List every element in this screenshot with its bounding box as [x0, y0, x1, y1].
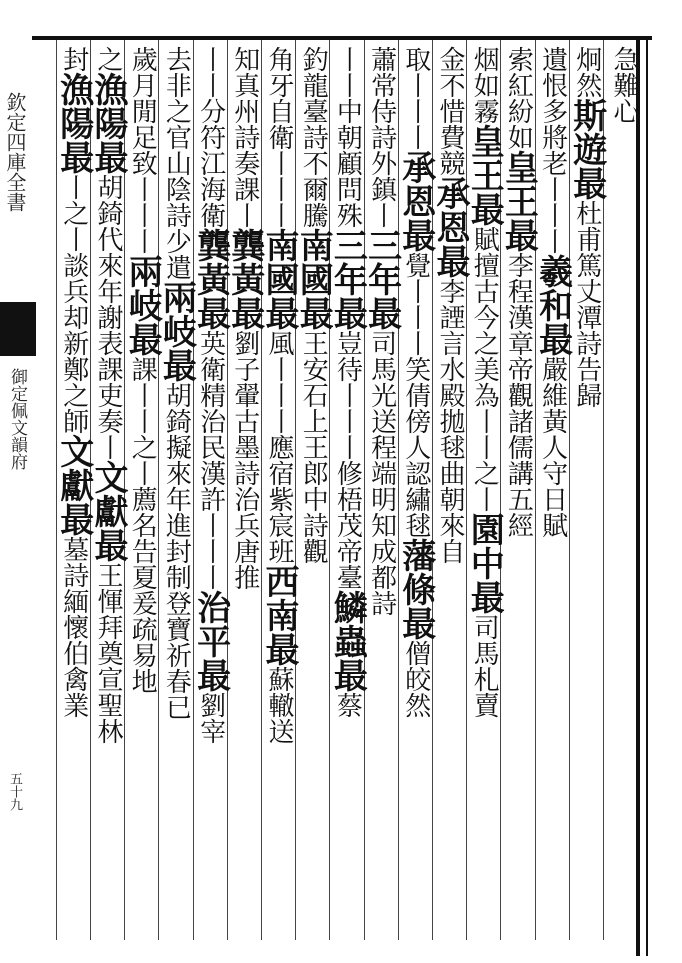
text-run: 蕭常侍詩外鎮丨 [366, 46, 397, 228]
text-run: 風丨丨丨應宿紫宸班 [264, 330, 294, 564]
text-run: 墓詩緬懷伯禽業 [58, 536, 89, 718]
text-run: 杜甫篤丈潭詩告歸 [571, 200, 602, 408]
text-column [604, 46, 638, 124]
margin-black-bar [0, 302, 36, 356]
headword: 三年最 [361, 228, 402, 330]
headword: 藩條最 [395, 538, 436, 640]
text-run: 歲月閒足致丨丨丨 [127, 46, 158, 254]
headword: 三年最 [327, 228, 368, 330]
text-column [395, 46, 436, 718]
headword: 治平最 [190, 590, 231, 692]
text-run: 蔡 [332, 692, 363, 718]
text-run: 之 [93, 46, 123, 72]
text-run: 英衛精治民漢許丨丨丨 [195, 330, 226, 590]
headword: 漁陽最 [88, 72, 128, 174]
text-run: 知真州詩奏課丨 [229, 46, 260, 228]
text-run: 劉宰 [195, 692, 226, 744]
headword: 斯遊最 [566, 98, 607, 200]
text-run: 取丨丨丨 [400, 46, 431, 150]
headword: 兩岐最 [156, 280, 197, 382]
headword: 皇王最 [498, 150, 539, 252]
text-run: 胡錡擬來年進封制登寶祈春已 [161, 382, 192, 720]
text-run: 王安石上王郎中詩 [298, 330, 329, 538]
text-column [88, 46, 128, 744]
margin-strip [0, 36, 36, 956]
text-run: 丨丨分符江海衛 [195, 46, 226, 228]
text-run: 賦擅古今之美為丨丨之丨 [469, 226, 500, 512]
text-column [259, 46, 299, 744]
headword: 龔黃最 [224, 228, 265, 330]
text-run: 角牙自衛丨丨丨 [264, 46, 294, 228]
headword: 承恩最 [395, 150, 436, 252]
text-run: 胡錡代來年謝表課吏奏丨 [93, 174, 123, 460]
text-run: 僧皎然 [400, 640, 431, 718]
margin-book-title: 欽定四庫全書 [3, 92, 27, 212]
text-column [190, 46, 231, 744]
text-column [293, 46, 334, 564]
headword: 南國最 [259, 228, 299, 330]
margin-page-number: 五十九 [7, 772, 22, 811]
text-run: 司馬札賣 [469, 614, 500, 718]
text-column [156, 46, 197, 720]
text-run: 李諲言水殿拋毬曲朝來自 [435, 278, 465, 564]
headword: 文獻最 [88, 460, 128, 562]
text-column [566, 46, 607, 408]
headword: 皇王最 [464, 124, 505, 226]
text-column [122, 46, 163, 694]
text-column [532, 46, 573, 538]
text-run: 李程漢章帝觀諸儒講五經 [503, 252, 534, 538]
text-column [430, 46, 470, 564]
text-run: 金不惜費競 [435, 46, 465, 176]
text-run: 遺恨多將老丨丨丨 [537, 46, 568, 254]
headword: 兩岐最 [122, 254, 163, 356]
text-column [224, 46, 265, 590]
text-run: 課丨丨之丨薦名告夏爰疏易地 [127, 356, 158, 694]
headword: 西南最 [259, 564, 299, 666]
headword: 承恩最 [430, 176, 470, 278]
frame-right-inner-border [646, 36, 648, 956]
frame-right-border [636, 36, 640, 956]
headword: 南國最 [293, 228, 334, 330]
headword: 羲和最 [532, 254, 573, 356]
text-run: 炯然 [571, 46, 602, 98]
headword: 龔黃最 [190, 228, 231, 330]
text-run: 覺丨丨丨笑倩傍人認繡毬 [400, 252, 431, 538]
text-run: 丨之丨談兵却新鄭之師 [58, 174, 89, 434]
text-run: 嚴維黃人守日賦 [537, 356, 568, 538]
text-run: 豈待丨丨丨修梧茂帝臺 [332, 330, 363, 590]
text-column [464, 46, 505, 718]
text-run: 劉子翬古墨詩治兵唐推 [229, 330, 260, 590]
margin-collection-title: 御定佩文韻府 [7, 368, 27, 470]
text-run: 丨丨中朝顧問殊 [332, 46, 363, 228]
text-column [361, 46, 402, 616]
text-run: 索紅紛如 [503, 46, 534, 150]
text-run: 烟如霧 [469, 46, 500, 124]
text-run: 急難心 [609, 46, 639, 124]
text-column [327, 46, 368, 718]
headword: 鱗蟲最 [327, 590, 368, 692]
text-run: 觀 [298, 538, 329, 564]
text-column [53, 46, 94, 718]
text-run: 釣龍臺詩不爾騰 [298, 46, 329, 228]
headword: 園中最 [464, 512, 505, 614]
headword: 漁陽最 [53, 72, 94, 174]
text-column [498, 46, 539, 538]
text-run: 蘇轍送 [264, 666, 294, 744]
text-run: 去非之官山陰詩少遣 [161, 46, 192, 280]
text-run: 封 [58, 46, 89, 72]
headword: 文獻最 [53, 434, 94, 536]
text-run: 司馬光送程端明知成都詩 [366, 330, 397, 616]
text-run: 王惲拜奠宣聖林 [93, 562, 123, 744]
